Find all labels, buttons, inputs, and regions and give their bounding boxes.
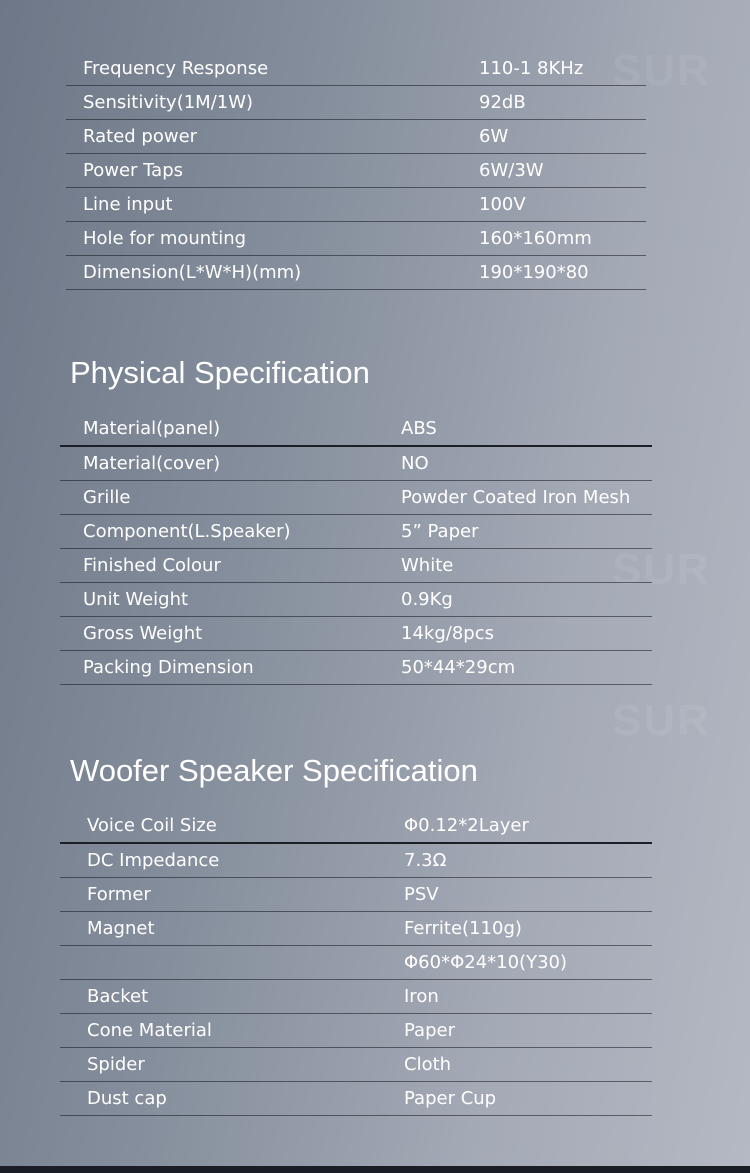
spec-value: 7.3Ω [404, 850, 447, 871]
spec-value: NO [401, 453, 429, 474]
table-row [60, 447, 652, 481]
spec-value: White [401, 555, 454, 576]
table-row [66, 222, 646, 256]
table-row [60, 583, 652, 617]
table-row [60, 809, 652, 844]
spec-value: 6W [479, 126, 509, 147]
bottom-divider-bar [0, 1166, 750, 1173]
spec-label: Gross Weight [83, 623, 203, 644]
table-row [60, 1014, 652, 1048]
table-row [66, 154, 646, 188]
spec-value: 6W/3W [479, 160, 544, 181]
spec-label: Backet [87, 986, 149, 1007]
spec-value: 0.9Kg [401, 589, 453, 610]
spec-value: PSV [404, 884, 439, 905]
spec-value: Cloth [404, 1054, 452, 1075]
spec-label: Rated power [83, 126, 198, 147]
spec-value: ABS [401, 418, 437, 439]
spec-value: 160*160mm [479, 228, 592, 249]
spec-label: Frequency Response [83, 58, 269, 79]
table-row [60, 617, 652, 651]
table-row [60, 844, 652, 878]
spec-value: 14kg/8pcs [401, 623, 494, 644]
spec-value: Paper [404, 1020, 455, 1041]
spec-label: Sensitivity(1M/1W) [83, 92, 254, 113]
spec-label: Unit Weight [83, 589, 189, 610]
watermark-logo: SUR [612, 545, 711, 594]
spec-label: DC Impedance [87, 850, 220, 871]
physical-spec-table [60, 412, 652, 685]
woofer-spec-table [60, 809, 652, 1116]
general-spec-table [66, 52, 646, 290]
spec-value: 100V [479, 194, 526, 215]
spec-label: Component(L.Speaker) [83, 521, 291, 542]
spec-value: Iron [404, 986, 439, 1007]
table-row [60, 412, 652, 447]
table-row [60, 549, 652, 583]
spec-value: Paper Cup [404, 1088, 497, 1109]
spec-label: Material(panel) [83, 418, 221, 439]
physical-spec-heading: Physical Specification [70, 355, 370, 390]
spec-label: Dust cap [87, 1088, 167, 1109]
spec-value: 50*44*29cm [401, 657, 516, 678]
spec-label: Dimension(L*W*H)(mm) [83, 262, 302, 283]
table-row [60, 912, 652, 946]
table-row [60, 1082, 652, 1116]
spec-label: Hole for mounting [83, 228, 247, 249]
spec-value: 110-1 8KHz [479, 58, 584, 79]
spec-label: Line input [83, 194, 173, 215]
spec-label: Former [87, 884, 151, 905]
table-row [60, 651, 652, 685]
spec-label: Voice Coil Size [87, 815, 217, 836]
spec-label: Spider [87, 1054, 145, 1075]
watermark-logo: SUR [612, 46, 711, 95]
table-row [60, 878, 652, 912]
table-row [66, 188, 646, 222]
spec-label: Packing Dimension [83, 657, 254, 678]
spec-value: 190*190*80 [479, 262, 589, 283]
table-row [60, 946, 652, 980]
spec-label: Material(cover) [83, 453, 221, 474]
spec-label: Grille [83, 487, 131, 508]
table-row [66, 86, 646, 120]
spec-label: Finished Colour [83, 555, 221, 576]
spec-value: Φ60*Φ24*10(Y30) [404, 952, 567, 973]
table-row [60, 980, 652, 1014]
table-row [66, 256, 646, 290]
table-row [60, 515, 652, 549]
spec-value: 92dB [479, 92, 526, 113]
table-row [60, 1048, 652, 1082]
table-row [66, 52, 646, 86]
spec-value: Ferrite(110g) [404, 918, 522, 939]
spec-label: Cone Material [87, 1020, 212, 1041]
watermark-logo: SUR [612, 696, 711, 745]
spec-value: Φ0.12*2Layer [404, 815, 529, 836]
spec-label: Power Taps [83, 160, 183, 181]
spec-label: Magnet [87, 918, 155, 939]
spec-value: Powder Coated Iron Mesh [401, 487, 631, 508]
woofer-spec-heading: Woofer Speaker Specification [70, 753, 478, 788]
table-row [60, 481, 652, 515]
spec-value: 5” Paper [401, 521, 479, 542]
table-row [66, 120, 646, 154]
